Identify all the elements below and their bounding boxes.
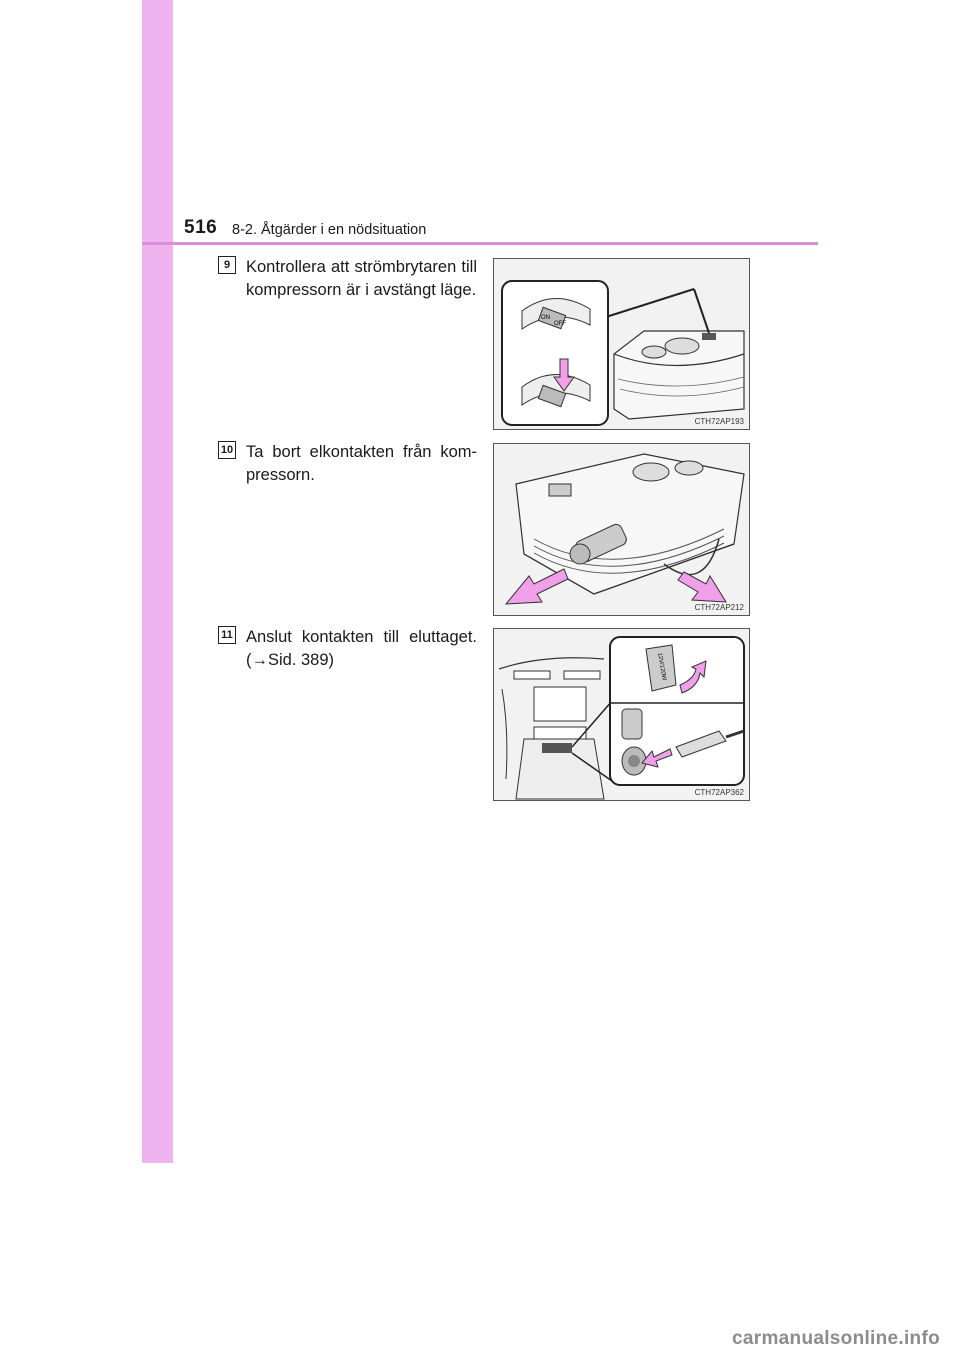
step-text-11: Anslut kontakten till eluttaget. (→Sid. 389) xyxy=(246,628,477,669)
pull-arrow-left-icon xyxy=(506,569,568,604)
figure-compressor-switch xyxy=(493,258,750,430)
section-title: 8-2. Åtgärder i en nödsituation xyxy=(232,222,427,238)
figure-code: CTH72AP193 xyxy=(694,417,744,426)
step-text-10: Ta bort elkontakten från kom-pressorn. xyxy=(246,443,477,484)
socket-label: 12V/120W xyxy=(656,652,667,681)
step-text-9: Kontrollera att strömbrytaren till kompressorn är i avstängt läge. xyxy=(246,258,477,299)
switch-label-on: ON xyxy=(541,315,550,321)
header-divider xyxy=(142,242,818,245)
figure-remove-plug xyxy=(493,443,750,616)
power-outlet-illustration xyxy=(494,629,750,801)
step-number-9: 9 xyxy=(218,256,236,274)
figure-code: CTH72AP212 xyxy=(694,603,744,612)
switch-label-off: OFF xyxy=(554,321,566,327)
figure-code: CTH72AP362 xyxy=(694,788,744,797)
step-number-10: 10 xyxy=(218,441,236,459)
watermark: carmanualsonline.info xyxy=(732,1328,940,1349)
step-number-11: 11 xyxy=(218,626,236,644)
page-number: 516 xyxy=(184,217,218,238)
pull-arrow-right-icon xyxy=(678,572,726,602)
compressor-switch-illustration xyxy=(494,259,750,430)
sidebar-tab xyxy=(142,0,173,1163)
remove-plug-illustration xyxy=(494,444,750,616)
figure-power-outlet xyxy=(493,628,750,801)
